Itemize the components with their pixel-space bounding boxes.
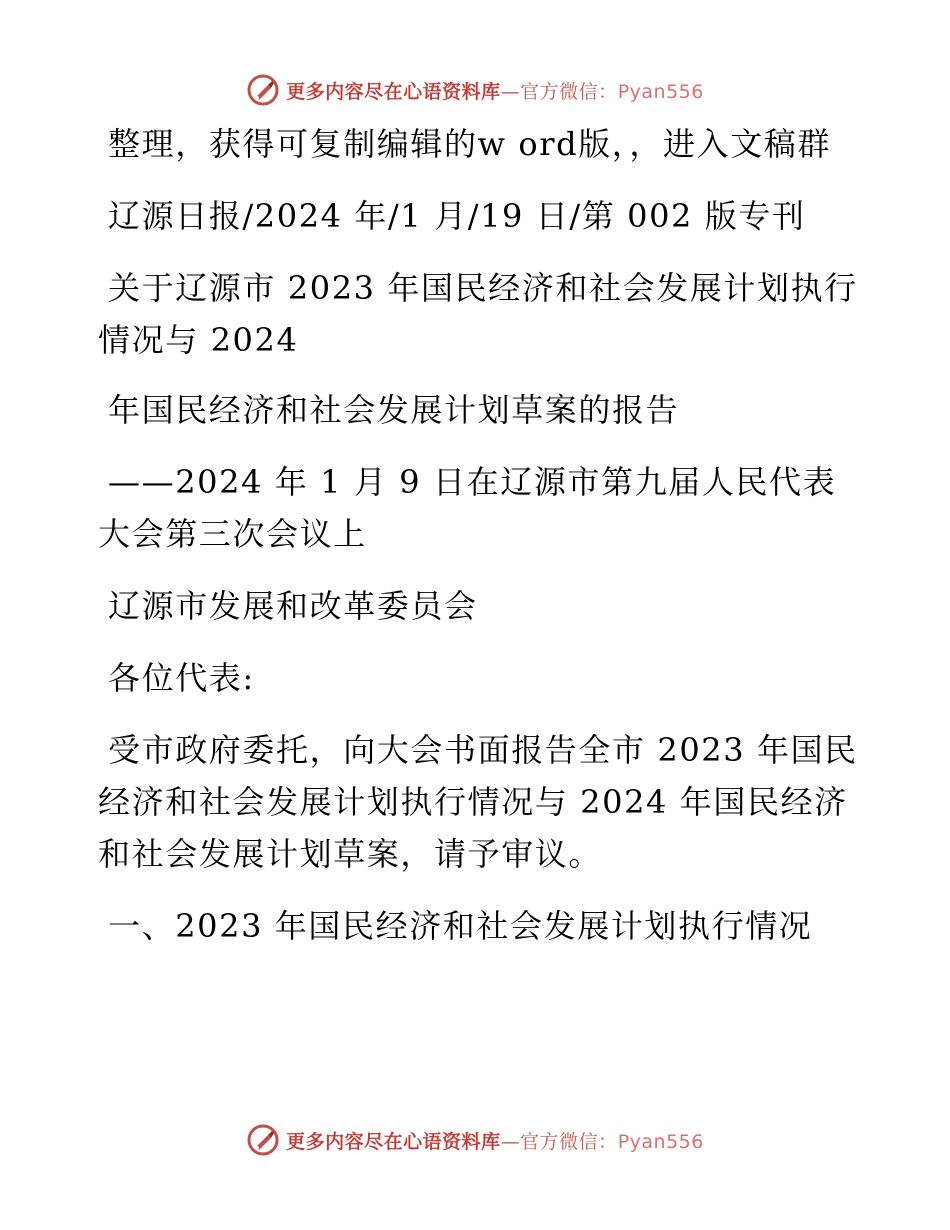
header-watermark-banner — [0, 70, 950, 110]
footer-watermark-banner — [0, 1120, 950, 1160]
pen-logo-icon — [246, 73, 280, 107]
report-title-line-1: 关于辽源市 2023 年国民经济和社会发展计划执行情况与 2024 — [98, 269, 858, 359]
report-subtitle: ——2024 年 1 月 9 日在辽源市第九届人民代表大会第三次会议上 — [98, 463, 837, 553]
salutation: 各位代表: — [108, 659, 255, 697]
report-title-line-2: 年国民经济和社会发展计划草案的报告 — [108, 391, 680, 429]
document-body — [98, 118, 858, 972]
section-heading: 一、2023 年国民经济和社会发展计划执行情况 — [108, 907, 813, 945]
report-author: 辽源市发展和改革委员会 — [108, 587, 478, 625]
source-line: 辽源日报/2024 年/1 月/19 日/第 002 版专刊 — [108, 197, 806, 235]
banner-text: 更多内容尽在心语资料库—官方微信：Pyan556 — [286, 1130, 704, 1153]
opening-paragraph: 受市政府委托，向大会书面报告全市 2023 年国民经济和社会发展计划执行情况与 2024 年国民经济和社会发展计划草案，请予审议。 — [98, 731, 858, 873]
pen-logo-icon — [246, 1123, 280, 1157]
intro-paragraph: 整理，获得可复制编辑的w ord版，，进入文稿群 — [108, 125, 832, 163]
banner-text: 更多内容尽在心语资料库—官方微信：Pyan556 — [286, 80, 704, 103]
